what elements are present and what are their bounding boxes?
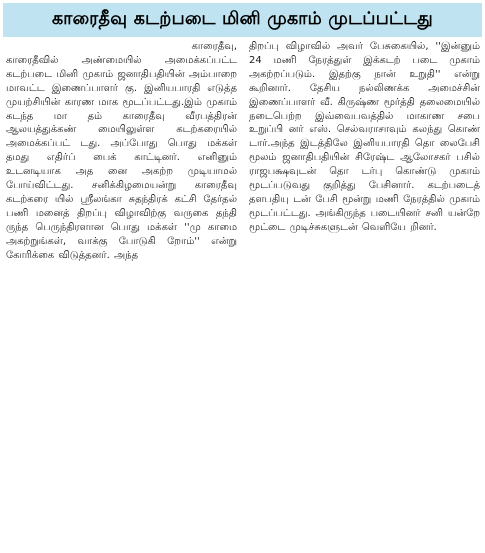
column-right bbox=[249, 40, 480, 365]
column-left-text bbox=[6, 40, 237, 263]
headline: காரைதீவு கடற்படை மினி முகாம் முடப்பட்டது bbox=[52, 9, 433, 29]
article-body bbox=[6, 40, 480, 365]
headline-bar bbox=[3, 3, 482, 37]
column-left bbox=[6, 40, 237, 365]
dateline: காரைதீவு, bbox=[191, 41, 237, 52]
column-right-text bbox=[249, 40, 480, 235]
column-right-body: திறப்பு விழாவில் அவர் பேசுகையில், ''இன்னும் 24 மணி நேரத்துள் இக்கடற் படை முகாம் அகற்றப்படும். இதற்கு நான் உறுதி'' என்று கூறினார். தேசிய நல்லிணக்க அமைச்சின் இணைப்பாளர் வீ. கிருஷ்ண மூர்த்தி தலைமையில் நடைபெற்ற இவ்வைபவத்தில் மாகாண சபை உறுப்பி னர் எஸ். செல்வராசாவும் கலந்து கொண் டார்.அந்த இடத்திலே இனியபாரதி தொ லைபேசி மூலம் ஜனாதிபதியின் சிரேஷ்ட ஆலோசகர் பசில் ராஜபக்ஷவுடன் தொ டர்பு கொண்டு முகாம் மூடப்படுவது குறித்து பேசினார். கடற்படைத் தளபதியு டன் பேசி மூன்று மணி நேரத்தில் முகாம் மூடப்பட்டது. அங்கிருந்த படையினர் சனி யன்றே மூட்டை முடிச்சுகளுடன் வெளியே றினர். bbox=[249, 41, 480, 233]
column-left-body: காரைதீவில் அண்மையில் அமைக்கப்பட்ட கடற்படை மினி முகாம் ஜனாதிபதியின் அம்பாறை மாவட்ட இணைப்பாளர் கு. இனியபாரதி எடுத்த முயற்சியின் காரண மாக மூடப்பட்டது.இம் முகாம் கடந்த மா தம் காரைதீவு வீரபத்திரன் ஆலயத்துக்கண் மையிலுள்ள கடற்கரையில் அமைக்கப்பட் டது. அப்போது பொது மக்கள் தமது எதிர்ப் பைக் காட்டினர். எனினும் உடனடியாக அத னை அகற்ற முடியாமல் போய்விட்டது. சனிக்கிழமையன்று காரைதீவு கடற்கரை யில் ஸ்ரீலங்கா சுதந்திரக் கட்சி தேர்தல் பணி மனைத் திறப்பு விழாவிற்கு வருகை தந்தி ருந்த பெருந்திரளான பொது மக்கள் ''மு காமை அகற்றுங்கள், வாக்கு போடுகி றோம்'' என்று கோரிக்கை விடுத்தனர். அந்த bbox=[6, 54, 237, 261]
